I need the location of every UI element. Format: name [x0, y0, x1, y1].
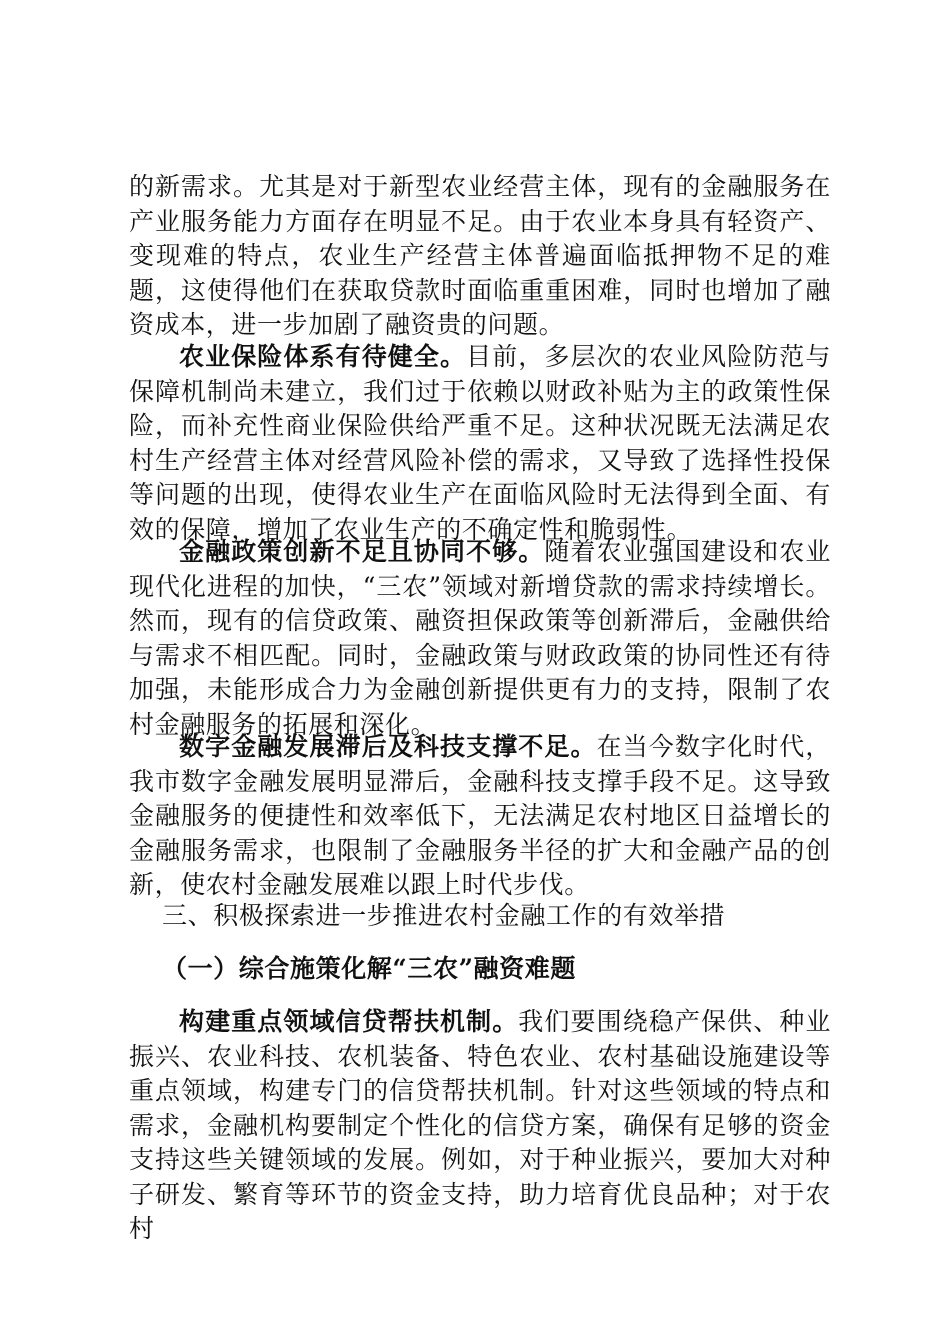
paragraph-continued: [129, 170, 831, 343]
paragraph-text: 目前，多层次的农业风险防范与保障机制尚未建立，我们过于依赖以财政补贴为主的政策性保险，而补充性商业保险供给严重不足。这种状况既无法满足农村生产经营主体对经营风险补偿的需求，又导致了选择性投保等问题的出现，使得农业生产在面临风险时无法得到全面、有效的保障，增加了农业生产的不确定性和脆弱性。: [129, 342, 831, 544]
section-heading: 三、积极探索进一步推进农村金融工作的有效举措: [162, 901, 726, 930]
paragraph-text: 的新需求。尤其是对于新型农业经营主体，现有的金融服务在产业服务能力方面存在明显不足。由于农业本身具有轻资产、变现难的特点，农业生产经营主体普遍面临抵押物不足的难题，这使得他们在获取贷款时面临重重困难，同时也增加了融资成本，进一步加剧了融资贵的问题。: [129, 172, 831, 339]
paragraph-text: 在当今数字化时代，我市数字金融发展明显滞后，金融科技支撑手段不足。这导致金融服务的便捷性和效率低下，无法满足农村地区日益增长的金融服务需求，也限制了金融服务半径的扩大和金融产品的创新，使农村金融发展难以跟上时代步伐。: [129, 732, 831, 899]
paragraph-lead: 金融政策创新不足且协同不够。: [179, 537, 545, 566]
paragraph-credit-support: [129, 1005, 831, 1247]
paragraph-text: 我们要围绕稳产保供、种业振兴、农业科技、农机装备、特色农业、农村基础设施建设等重点领域，构建专门的信贷帮扶机制。针对这些领域的特点和需求，金融机构要制定个性化的信贷方案，确保有足够的资金支持这些关键领域的发展。例如，对于种业振兴，要加大对种子研发、繁育等环节的资金支持，助力培育优良品种；对于农村: [129, 1007, 831, 1243]
paragraph-lead: 农业保险体系有待健全。: [179, 342, 467, 371]
paragraph-agri-insurance: [129, 340, 831, 547]
paragraph-lead: 数字金融发展滞后及科技支撑不足。: [179, 732, 597, 761]
paragraph-digital-finance: [129, 730, 831, 903]
paragraph-lead: 构建重点领域信贷帮扶机制。: [179, 1007, 519, 1036]
paragraph-policy-innovation: [129, 535, 831, 742]
sub-heading: （一）综合施策化解“三农”融资难题: [162, 954, 576, 983]
paragraph-text: 随着农业强国建设和农业现代化进程的加快，“三农”领域对新增贷款的需求持续增长。然而，现有的信贷政策、融资担保政策等创新滞后，金融供给与需求不相匹配。同时，金融政策与财政政策的协同性还有待加强，未能形成合力为金融创新提供更有力的支持，限制了农村金融服务的拓展和深化。: [129, 537, 832, 739]
